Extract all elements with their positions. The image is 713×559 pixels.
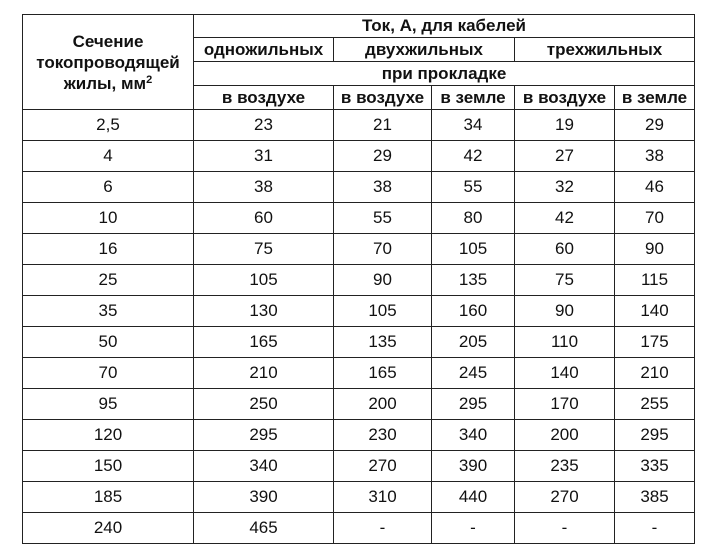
- single-core-air-cell: 38: [194, 172, 334, 203]
- two-core-air-cell: 105: [334, 296, 432, 327]
- single-core-air-cell: 250: [194, 389, 334, 420]
- cable-current-table: [22, 14, 695, 544]
- single-core-air-cell: 130: [194, 296, 334, 327]
- three-core-air-cell: 19: [515, 110, 615, 141]
- two-core-ground-cell: 205: [432, 327, 515, 358]
- cross-section-cell: 185: [23, 482, 194, 513]
- cross-section-cell: 4: [23, 141, 194, 172]
- section-header-line-2: токопроводящей: [36, 52, 180, 72]
- table-row: [23, 234, 695, 265]
- two-core-ground-cell: 160: [432, 296, 515, 327]
- three-core-air-cell: -: [515, 513, 615, 544]
- table-row: [23, 141, 695, 172]
- three-core-ground-cell: 335: [615, 451, 695, 482]
- two-core-air-cell: 29: [334, 141, 432, 172]
- cross-section-cell: 35: [23, 296, 194, 327]
- section-header-line-3: [23, 73, 193, 94]
- two-core-ground-cell: 42: [432, 141, 515, 172]
- table-row: [23, 482, 695, 513]
- table-row: [23, 203, 695, 234]
- two-core-air-cell: 38: [334, 172, 432, 203]
- three-core-air-cell: 75: [515, 265, 615, 296]
- table-row: [23, 265, 695, 296]
- three-core-air-cell: 27: [515, 141, 615, 172]
- cross-section-cell: 16: [23, 234, 194, 265]
- single-core-air-cell: 31: [194, 141, 334, 172]
- two-core-ground-cell: 80: [432, 203, 515, 234]
- header-row-1: [23, 15, 695, 38]
- two-core-air-cell: 135: [334, 327, 432, 358]
- two-core-air-cell: 310: [334, 482, 432, 513]
- three-core-air-cell: 60: [515, 234, 615, 265]
- table-row: [23, 513, 695, 544]
- two-core-air-cell: 55: [334, 203, 432, 234]
- table-body: [23, 15, 695, 544]
- table-row: [23, 172, 695, 203]
- two-core-air-cell: 90: [334, 265, 432, 296]
- single-core-air-cell: 390: [194, 482, 334, 513]
- two-core-ground-cell: 135: [432, 265, 515, 296]
- three-core-ground-cell: 385: [615, 482, 695, 513]
- two-core-ground-cell: 295: [432, 389, 515, 420]
- cross-section-cell: 95: [23, 389, 194, 420]
- three-core-header: трехжильных: [515, 38, 695, 62]
- single-core-air-header: в воздухе: [194, 86, 334, 110]
- three-core-air-cell: 90: [515, 296, 615, 327]
- cross-section-cell: 25: [23, 265, 194, 296]
- section-header-superscript: 2: [146, 73, 153, 86]
- laying-header: при прокладке: [194, 62, 695, 86]
- three-core-air-cell: 270: [515, 482, 615, 513]
- three-core-ground-cell: 90: [615, 234, 695, 265]
- cross-section-cell: 120: [23, 420, 194, 451]
- two-core-ground-header: в земле: [432, 86, 515, 110]
- single-core-air-cell: 105: [194, 265, 334, 296]
- two-core-ground-cell: 440: [432, 482, 515, 513]
- two-core-air-header: в воздухе: [334, 86, 432, 110]
- table-row: [23, 358, 695, 389]
- two-core-ground-cell: 105: [432, 234, 515, 265]
- section-header-line-1: Сечение: [72, 31, 144, 51]
- cross-section-cell: 6: [23, 172, 194, 203]
- three-core-ground-cell: 115: [615, 265, 695, 296]
- three-core-air-cell: 200: [515, 420, 615, 451]
- three-core-ground-cell: 175: [615, 327, 695, 358]
- three-core-ground-cell: 70: [615, 203, 695, 234]
- cross-section-cell: 50: [23, 327, 194, 358]
- cross-section-cell: 10: [23, 203, 194, 234]
- single-core-header: одножильных: [194, 38, 334, 62]
- cross-section-cell: 150: [23, 451, 194, 482]
- three-core-air-cell: 140: [515, 358, 615, 389]
- three-core-ground-header: в земле: [615, 86, 695, 110]
- single-core-air-cell: 165: [194, 327, 334, 358]
- three-core-ground-cell: 255: [615, 389, 695, 420]
- two-core-ground-cell: 340: [432, 420, 515, 451]
- single-core-air-cell: 340: [194, 451, 334, 482]
- table-row: [23, 420, 695, 451]
- two-core-air-cell: 200: [334, 389, 432, 420]
- two-core-air-cell: 230: [334, 420, 432, 451]
- three-core-ground-cell: 140: [615, 296, 695, 327]
- cross-section-cell: 240: [23, 513, 194, 544]
- single-core-air-cell: 60: [194, 203, 334, 234]
- two-core-air-cell: 270: [334, 451, 432, 482]
- cross-section-cell: 2,5: [23, 110, 194, 141]
- section-header: [23, 15, 194, 110]
- table-row: [23, 296, 695, 327]
- table-row: [23, 327, 695, 358]
- three-core-air-cell: 32: [515, 172, 615, 203]
- table-row: [23, 451, 695, 482]
- three-core-air-cell: 170: [515, 389, 615, 420]
- three-core-air-cell: 235: [515, 451, 615, 482]
- three-core-air-cell: 110: [515, 327, 615, 358]
- three-core-ground-cell: 295: [615, 420, 695, 451]
- two-core-ground-cell: 245: [432, 358, 515, 389]
- two-core-ground-cell: 390: [432, 451, 515, 482]
- single-core-air-cell: 465: [194, 513, 334, 544]
- two-core-header: двухжильных: [334, 38, 515, 62]
- single-core-air-cell: 75: [194, 234, 334, 265]
- two-core-air-cell: 165: [334, 358, 432, 389]
- three-core-ground-cell: 38: [615, 141, 695, 172]
- table-row: [23, 389, 695, 420]
- cross-section-cell: 70: [23, 358, 194, 389]
- three-core-ground-cell: 210: [615, 358, 695, 389]
- three-core-ground-cell: 46: [615, 172, 695, 203]
- three-core-air-cell: 42: [515, 203, 615, 234]
- section-header-unit: жилы, мм: [63, 73, 147, 93]
- three-core-air-header: в воздухе: [515, 86, 615, 110]
- three-core-ground-cell: -: [615, 513, 695, 544]
- current-header: Ток, А, для кабелей: [194, 15, 695, 38]
- single-core-air-cell: 295: [194, 420, 334, 451]
- two-core-air-cell: 21: [334, 110, 432, 141]
- two-core-ground-cell: 34: [432, 110, 515, 141]
- two-core-air-cell: -: [334, 513, 432, 544]
- single-core-air-cell: 210: [194, 358, 334, 389]
- two-core-ground-cell: -: [432, 513, 515, 544]
- three-core-ground-cell: 29: [615, 110, 695, 141]
- table-row: [23, 110, 695, 141]
- two-core-air-cell: 70: [334, 234, 432, 265]
- two-core-ground-cell: 55: [432, 172, 515, 203]
- single-core-air-cell: 23: [194, 110, 334, 141]
